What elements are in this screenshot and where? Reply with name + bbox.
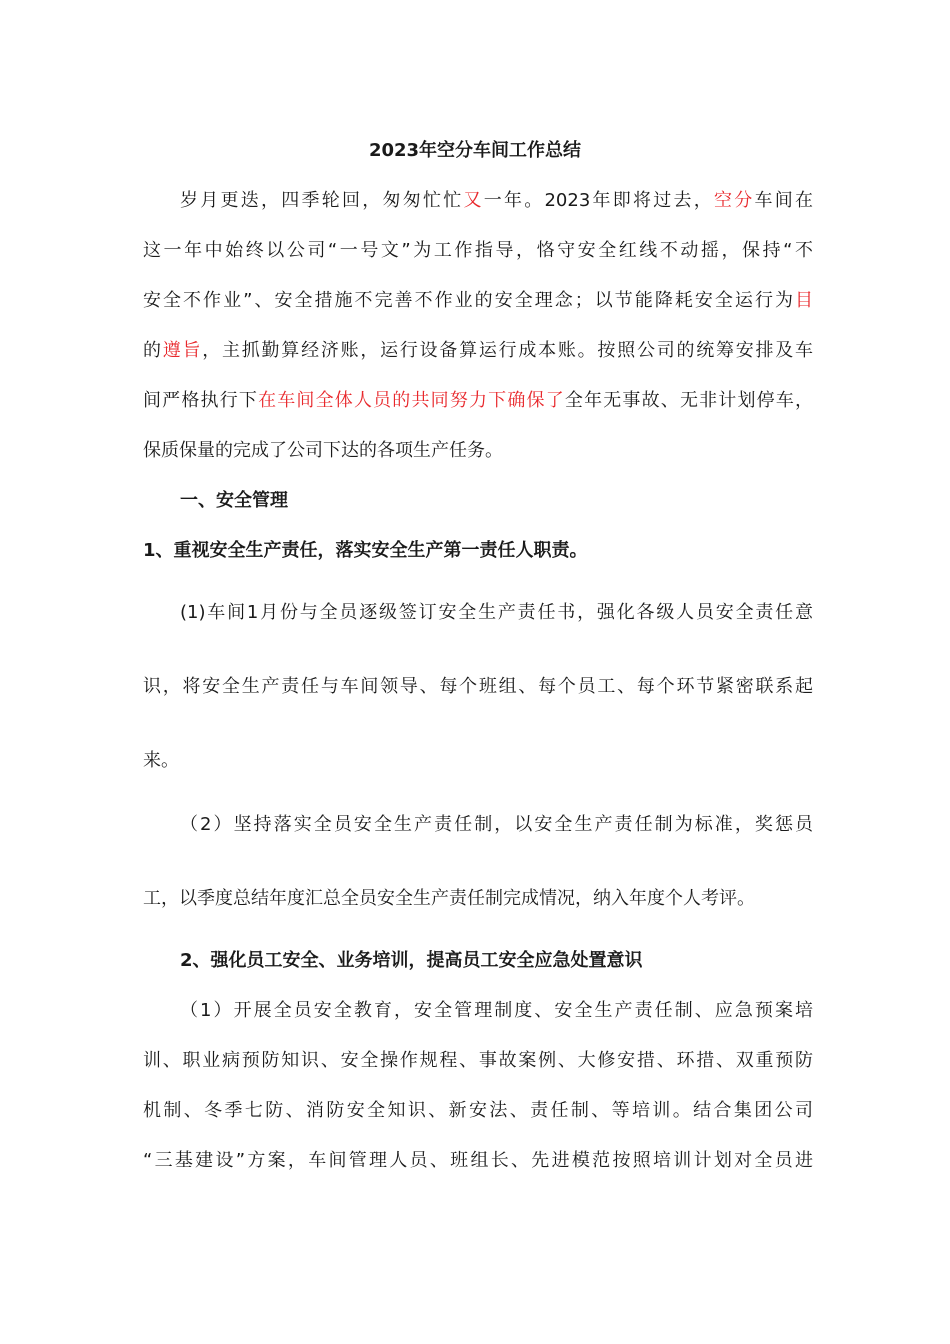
para3-line-2: 训、职业病预防知识、安全操作规程、事故案例、大修安措、环措、双重预防 [143, 1050, 813, 1071]
text-run: ，主抓勤算经济账，运行设备算运行成本账。按照公司的统筹安排及车 [202, 340, 814, 361]
document-title: 2023年空分车间工作总结 [368, 140, 582, 161]
text-run: 安全不作业”、安全措施不完善不作业的安全理念；以节能降耗安全运行为 [143, 290, 795, 311]
para1-line-1: (1)车间1月份与全员逐级签订安全生产责任书，强化各级人员安全责任意 [180, 602, 813, 623]
text-run: 间严格执行下 [143, 390, 259, 411]
subheading-2: 2、强化员工安全、业务培训，提高员工安全应急处置意识 [180, 950, 643, 971]
highlight-run: 又 [463, 190, 484, 211]
intro-line-6: 保质保量的完成了公司下达的各项生产任务。 [143, 440, 503, 461]
text-run: 一年。2023年即将过去， [483, 190, 715, 211]
para1-line-3: 来。 [143, 750, 179, 771]
highlight-run: 遵旨 [162, 340, 203, 361]
subheading-1: 1、重视安全生产责任，落实安全生产第一责任人职责。 [143, 540, 588, 561]
para1-line-2: 识，将安全生产责任与车间领导、每个班组、每个员工、每个环节紧密联系起 [143, 676, 813, 697]
text-run: 岁月更迭，四季轮回，匆匆忙忙 [180, 190, 464, 211]
text-run: 全年无事故、无非计划停车， [564, 390, 814, 411]
para3-line-4: “三基建设”方案，车间管理人员、班组长、先进模范按照培训计划对全员进 [143, 1150, 813, 1171]
highlight-run: 目 [795, 290, 813, 311]
text-run: 的 [143, 340, 163, 361]
highlight-run: 在车间全体人员的共同努力下确保了 [258, 390, 565, 411]
para3-line-1: （1）开展全员安全教育，安全管理制度、安全生产责任制、应急预案培 [180, 1000, 813, 1021]
para2-line-2: 工，以季度总结年度汇总全员安全生产责任制完成情况，纳入年度个人考评。 [143, 888, 755, 909]
para3-line-3: 机制、冬季七防、消防安全知识、新安法、责任制、等培训。结合集团公司 [143, 1100, 813, 1121]
text-run: 车间在 [754, 190, 814, 211]
intro-line-4 [143, 338, 813, 364]
para2-line-1: （2）坚持落实全员安全生产责任制，以安全生产责任制为标准，奖惩员 [180, 814, 813, 835]
highlight-run: 空分 [714, 190, 755, 211]
intro-line-5 [143, 388, 813, 414]
section-heading: 一、安全管理 [180, 490, 288, 511]
intro-line-3 [143, 288, 813, 314]
intro-line-1 [180, 188, 813, 214]
intro-line-2: 这一年中始终以公司“一号文”为工作指导，恪守安全红线不动摇，保持“不 [143, 240, 813, 261]
